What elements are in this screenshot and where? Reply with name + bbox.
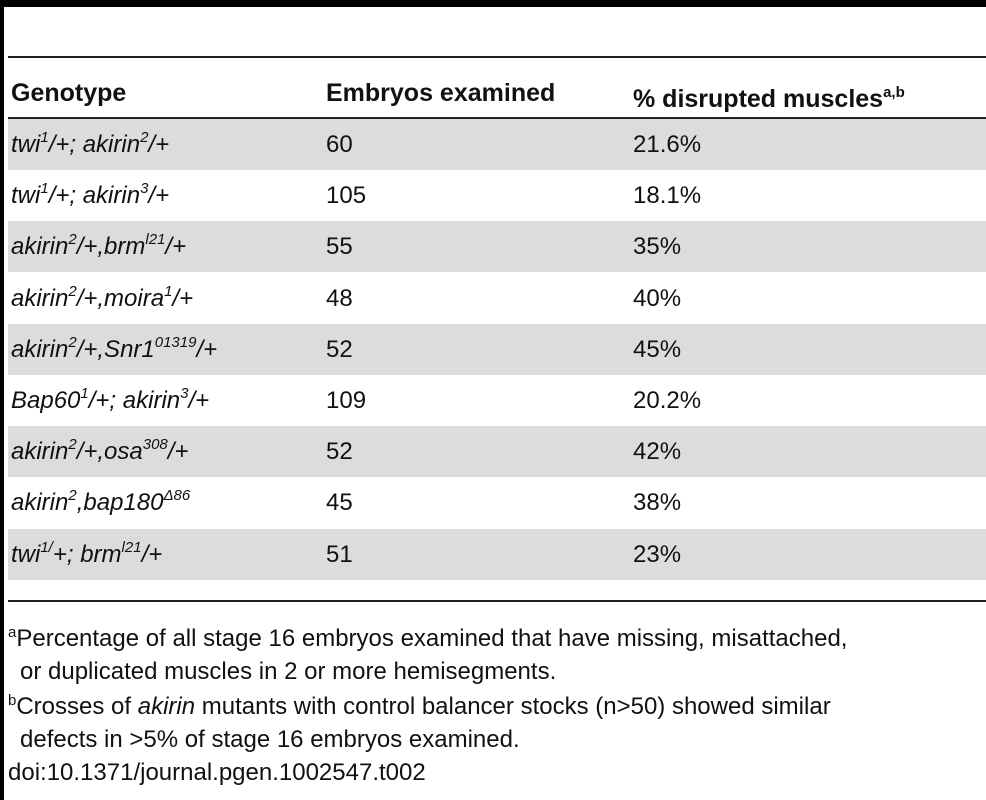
- genotype-text: /+: [167, 438, 189, 466]
- genotype-text: /+,brm: [76, 233, 146, 261]
- disrupted-cell: 38%: [633, 489, 682, 517]
- disrupted-cell: 40%: [633, 284, 682, 312]
- doi-text: doi:10.1371/journal.pgen.1002547.t002: [8, 759, 426, 786]
- header-footnote-marker: a,b: [883, 84, 905, 101]
- embryos-cell: 45: [326, 489, 353, 517]
- table-row: [8, 119, 986, 170]
- genotype-text: /+; akirin: [48, 182, 141, 210]
- genotype-text: /+: [148, 131, 170, 158]
- table-row: [8, 273, 986, 324]
- top-border: [0, 0, 986, 7]
- disrupted-cell: 21.6%: [633, 131, 702, 158]
- genotype-superscript: 3: [140, 180, 149, 198]
- footnote-a-line1: Percentage of all stage 16 embryos examined that have missing, misattached,: [16, 625, 848, 652]
- genotype-text: akirin: [11, 489, 69, 517]
- genotype-text: /+,osa: [76, 438, 143, 466]
- header-top-rule: [8, 56, 986, 58]
- genotype-superscript: 2: [68, 487, 77, 505]
- disrupted-cell: 18.1%: [633, 182, 702, 210]
- footnote-b-post: mutants with control balancer stocks (n>50) showed similar: [195, 693, 831, 720]
- genotype-text: akirin: [11, 284, 69, 312]
- genotype-text: ,bap180: [76, 489, 164, 517]
- table-row: [8, 375, 986, 426]
- genotype-superscript: Δ86: [163, 487, 191, 505]
- embryos-cell: 52: [326, 438, 353, 466]
- embryos-cell: 48: [326, 284, 353, 312]
- genotype-text: /+: [172, 284, 194, 312]
- genotype-superscript: l21: [145, 231, 166, 249]
- genotype-superscript: 01319: [154, 333, 197, 351]
- footnote-a: [8, 622, 983, 688]
- genotype-superscript: 3: [180, 385, 189, 402]
- genotype-text: /+; akirin: [48, 131, 141, 158]
- table-row: [8, 477, 986, 528]
- genotype-superscript: 308: [142, 436, 168, 454]
- embryos-cell: 55: [326, 233, 353, 261]
- genotype-cell: [11, 221, 186, 272]
- genotype-cell: [11, 426, 188, 477]
- genotype-superscript: 1: [80, 385, 89, 402]
- genotype-text: twi: [11, 540, 41, 568]
- genotype-superscript: 1: [40, 129, 49, 146]
- table-row: [8, 426, 986, 477]
- disrupted-cell: 42%: [633, 438, 682, 466]
- genotype-superscript: 2: [140, 129, 149, 146]
- genotype-cell: [11, 273, 193, 324]
- footnote-b: [8, 690, 983, 756]
- disrupted-cell: 35%: [633, 233, 682, 261]
- doi-line: [8, 756, 983, 789]
- embryos-cell: 105: [326, 182, 367, 210]
- genotype-text: akirin: [11, 438, 69, 466]
- table-row: [8, 529, 986, 580]
- table-row: [8, 221, 986, 272]
- genotype-cell: [11, 375, 209, 426]
- embryos-cell: 60: [326, 131, 353, 158]
- column-header-embryos: Embryos examined: [326, 79, 556, 107]
- genotype-text: /+,moira: [76, 284, 165, 312]
- genotype-cell: [11, 529, 162, 580]
- footnote-a-line2: or duplicated muscles in 2 or more hemisegments.: [20, 658, 557, 685]
- genotype-text: twi: [11, 182, 41, 210]
- disrupted-cell: 20.2%: [633, 387, 702, 414]
- embryos-cell: 51: [326, 540, 353, 568]
- genotype-superscript: 2: [68, 436, 77, 454]
- genotype-text: /+; akirin: [88, 387, 181, 414]
- genotype-cell: [11, 170, 169, 221]
- genotype-superscript: 2: [68, 333, 77, 351]
- embryos-cell: 109: [326, 387, 367, 414]
- genotype-text: /+: [141, 540, 163, 568]
- genotype-text: akirin: [11, 233, 69, 261]
- embryos-cell: 52: [326, 335, 353, 363]
- footnote-b-line2: defects in >5% of stage 16 embryos examined.: [20, 726, 520, 753]
- column-header-genotype: Genotype: [11, 79, 127, 107]
- genotype-text: /+: [148, 182, 170, 210]
- footnote-b-pre: Crosses of: [16, 693, 138, 720]
- column-header-disrupted: % disrupted muscles$^{a,b}$: [633, 84, 905, 113]
- table-row: [8, 324, 986, 375]
- genotype-cell: [11, 324, 217, 375]
- disrupted-cell: 45%: [633, 335, 682, 363]
- genotype-text: /+: [188, 387, 210, 414]
- genotype-superscript: 1: [164, 282, 173, 300]
- footnote-b-em: akirin: [137, 693, 196, 720]
- genotype-cell: [11, 477, 190, 528]
- footnote-a-marker: a: [8, 624, 17, 641]
- table-row: [8, 170, 986, 221]
- left-border: [0, 0, 4, 800]
- genotype-text: /+,Snr1: [76, 335, 155, 363]
- genotype-text: Bap60: [11, 387, 81, 414]
- genotype-text: /+: [165, 233, 187, 261]
- genotype-superscript: 2: [68, 231, 77, 249]
- genotype-text: twi: [11, 131, 41, 158]
- genotype-text: /+: [196, 335, 218, 363]
- table-bottom-rule: [8, 600, 986, 602]
- genotype-text: akirin: [11, 335, 69, 363]
- footnote-b-marker: b: [8, 692, 17, 709]
- genotype-superscript: 1/: [40, 538, 53, 556]
- genotype-superscript: 2: [68, 282, 77, 300]
- disrupted-cell: 23%: [633, 540, 682, 568]
- genotype-superscript: l21: [121, 538, 142, 556]
- genotype-cell: [11, 119, 169, 170]
- genotype-text: +; brm: [52, 540, 122, 568]
- genotype-superscript: 1: [40, 180, 49, 198]
